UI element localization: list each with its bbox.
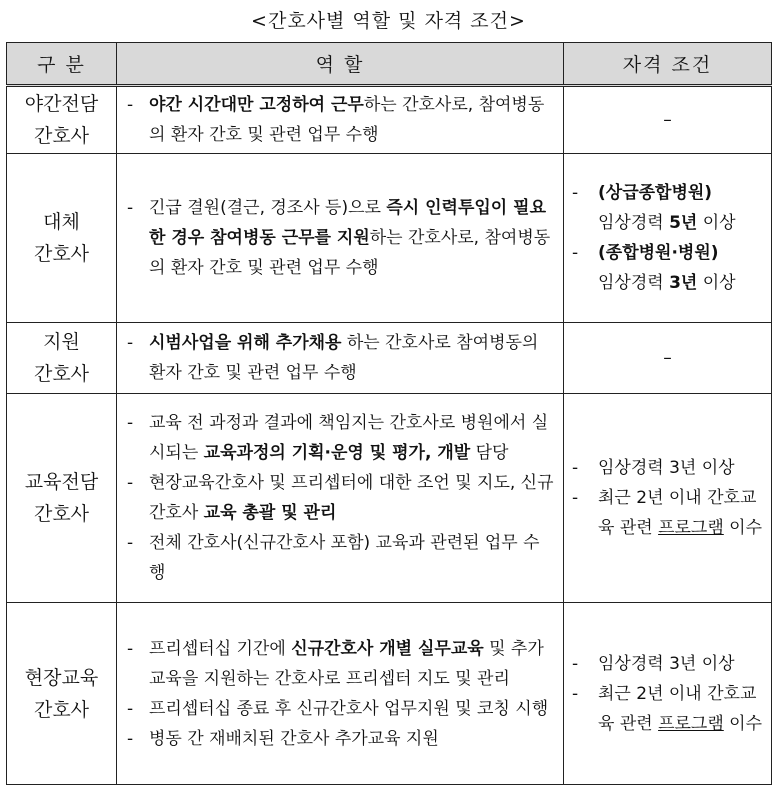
qualification-item: - 최근 2년 이내 간호교육 관련 프로그램 이수	[572, 488, 763, 538]
category-cell: 현장교육 간호사	[7, 603, 117, 785]
qualification-item: - (종합병원·병원)	[572, 243, 719, 263]
category-cell: 지원 간호사	[7, 323, 117, 394]
role-cell	[117, 394, 564, 603]
role-item: - 전체 간호사(신규간호사 포함) 교육과 관련된 업무 수행	[127, 533, 540, 583]
nurse-roles-table	[6, 42, 772, 785]
role-item: - 현장교육간호사 및 프리셉터에 대한 조언 및 지도, 신규간호사 교육 총괄 및 관리	[127, 473, 554, 523]
qualification-cell: –	[564, 323, 772, 394]
table-row	[7, 86, 772, 154]
qualification-item: - 임상경력 3년 이상	[572, 458, 735, 478]
category-cell: 대체 간호사	[7, 154, 117, 323]
table-title: <간호사별 역할 및 자격 조건>	[251, 10, 526, 32]
role-item: - 프리셉터십 기간에 신규간호사 개별 실무교육 및 추가교육을 지원하는 간호사로 프리셉터 지도 및 관리	[127, 638, 544, 689]
header-qualification: 자격 조건	[564, 43, 772, 86]
table-row	[7, 603, 772, 785]
role-item: - 시범사업을 위해 추가채용 하는 간호사로 참여병동의 환자 간호 및 관련 업무 수행	[127, 333, 539, 383]
table-row	[7, 323, 772, 394]
role-item: - 병동 간 재배치된 간호사 추가교육 지원	[127, 728, 439, 749]
role-item: - 교육 전 과정과 결과에 책임지는 간호사로 병원에서 실시되는 교육과정의 기획·운영 및 평가, 개발 담당	[127, 413, 549, 463]
role-item: - 프리셉터십 종료 후 신규간호사 업무지원 및 코칭 시행	[127, 698, 549, 719]
qualification-item: - 최근 2년 이내 간호교육 관련 프로그램 이수	[572, 683, 763, 734]
header-role: 역 할	[117, 43, 564, 86]
role-item: - 야간 시간대만 고정하여 근무하는 간호사로, 참여병동의 환자 간호 및 관련 업무 수행	[127, 95, 545, 145]
role-cell	[117, 603, 564, 785]
role-cell	[117, 86, 564, 154]
role-item: - 긴급 결원(결근, 경조사 등)으로 즉시 인력투입이 필요한 경우 참여병동 근무를 지원하는 간호사로, 참여병동의 환자 간호 및 관련 업무 수행	[127, 198, 551, 278]
qualification-cell	[564, 394, 772, 603]
qualification-cell	[564, 603, 772, 785]
header-row	[7, 43, 772, 86]
table-row	[7, 394, 772, 603]
role-cell	[117, 323, 564, 394]
qualification-cell: –	[564, 86, 772, 154]
category-cell: 교육전담 간호사	[7, 394, 117, 603]
role-cell	[117, 154, 564, 323]
qualification-item: - (상급종합병원)	[572, 183, 713, 203]
qualification-item: - 임상경력 3년 이상	[572, 653, 735, 674]
header-category: 구 분	[7, 43, 117, 86]
table-row	[7, 154, 772, 323]
category-cell: 야간전담 간호사	[7, 86, 117, 154]
qualification-cell: - (상급종합병원) 임상경력 5년 이상 - (종합병원·병원) 임상경력 3년 이상	[564, 154, 772, 323]
